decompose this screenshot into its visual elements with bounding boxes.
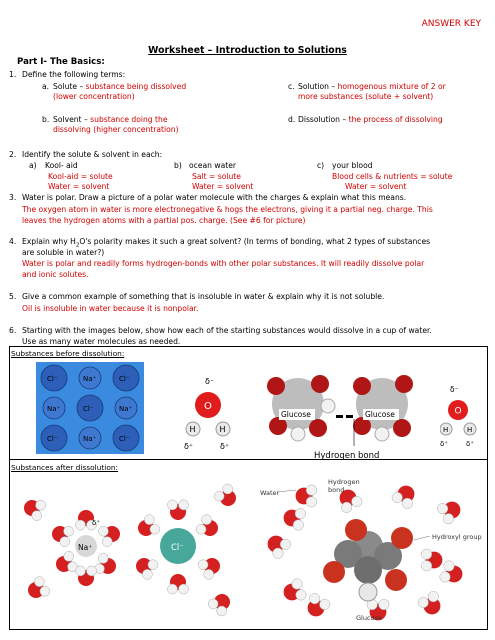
water-hydrogen: [34, 577, 44, 587]
water-hydrogen: [179, 584, 189, 594]
water-hydrogen: [40, 586, 50, 596]
part-title: Part I- The Basics:: [17, 57, 105, 67]
water-hydrogen: [64, 526, 74, 536]
small-hydrogen-right-delta-plus: δ⁺: [466, 440, 474, 448]
chloride-ion-label: Cl⁻: [171, 543, 184, 553]
answer-key-label: ANSWER KEY: [421, 19, 481, 29]
q1a-answer-line1: substance being dissolved: [85, 82, 187, 91]
glucose-left-oxygen: [309, 419, 327, 437]
water-hydrogen: [144, 515, 154, 525]
glucose-center-molecule: [323, 519, 413, 601]
water-hydrogen: [204, 569, 214, 579]
q2c-name: your blood: [332, 161, 373, 170]
q6-number: 6.: [9, 326, 17, 335]
lattice-ion-label: Cl⁻: [47, 375, 58, 383]
q1a-term: Solute –: [53, 82, 86, 91]
water-hydrogen: [196, 524, 206, 534]
lattice-ion-label: Cl⁻: [83, 405, 94, 413]
hydrogen-left-delta-plus: δ⁺: [184, 442, 194, 451]
water-hydrogen: [98, 526, 108, 536]
small-hydrogen-left-symbol: H: [443, 426, 449, 434]
hydrogen-left-symbol: H: [189, 425, 196, 434]
q1-prompt: Define the following terms:: [22, 70, 126, 79]
glucose-right-label: Glucose: [365, 410, 395, 419]
water-hydrogen: [179, 500, 189, 510]
glucose-molecule-left: [267, 375, 335, 441]
q1d-label: d.: [288, 115, 296, 124]
worksheet-title: Worksheet – Introduction to Solutions: [148, 45, 347, 56]
water-hydrogen: [309, 593, 320, 604]
small-hydrogen-left-delta-plus: δ⁺: [440, 440, 448, 448]
q2b-name: ocean water: [189, 161, 237, 170]
water-hydrogen: [418, 597, 429, 608]
q5-answer: Oil is insoluble in water because it is nonpolar.: [22, 304, 199, 313]
water-hydrogen: [208, 599, 218, 609]
water-hydrogen: [341, 502, 352, 513]
glucose-right-oxygen: [393, 419, 411, 437]
q6-prompt-line1: Starting with the images below, show how each of the starting substances would dissolve in a cup of water.: [22, 326, 432, 335]
water-hydrogen: [217, 606, 227, 616]
q1c-label: c.: [288, 82, 295, 91]
q1d-answer-line1: the process of dissolving: [348, 115, 443, 124]
glucose-bottom-label: Glucose: [356, 614, 382, 622]
water-hydrogen: [421, 561, 432, 572]
water-hydrogen: [98, 553, 108, 563]
lattice-ion-label: Cl⁻: [47, 435, 58, 443]
q3-answer-line2: leaves the hydrogen atoms with a partial pos. charge. (See #6 for picture): [22, 216, 306, 225]
lattice-ion-label: Na⁺: [47, 405, 61, 413]
hydrogen-bond-label: Hydrogen bond: [314, 451, 380, 461]
glucose-hydrogen: [359, 583, 377, 601]
water-hydrogen: [293, 520, 304, 531]
q3-number: 3.: [9, 193, 17, 202]
water-hydrogen: [75, 520, 85, 530]
water-hydrogen: [379, 599, 390, 610]
water-hydrogen: [273, 548, 284, 559]
small-hydrogen-right-symbol: H: [467, 426, 473, 434]
hydrogen-bond-dashes: [336, 415, 353, 418]
hydrogen-right-symbol: H: [219, 425, 226, 434]
water-hydrogen: [402, 498, 413, 509]
water-hydrogen: [421, 549, 432, 560]
q2b-label: b): [174, 161, 182, 170]
glucose-oxygen: [391, 527, 413, 549]
q4-prompt-a: Explain why H: [22, 237, 76, 246]
water-hydrogen: [320, 599, 331, 610]
q1-number: 1.: [9, 70, 17, 79]
water-hydrogen: [280, 539, 291, 550]
water-hydrogen: [87, 566, 97, 576]
hydration-delta-plus-label: δ⁺: [92, 519, 100, 527]
small-oxygen-delta-minus: δ⁻: [450, 385, 459, 394]
q1c-term: Solution –: [298, 82, 338, 91]
q1a-answer-line2: (lower concentration): [53, 92, 135, 101]
water-molecule-image: [180, 368, 240, 454]
water-hydrogen: [428, 591, 439, 602]
glucose-molecule-right: [353, 375, 413, 441]
glucose-oxygen: [323, 561, 345, 583]
water-label: Water: [260, 489, 280, 497]
water-hydrogen: [223, 484, 233, 494]
q6-prompt-line2: Use as many water molecules as needed.: [22, 337, 181, 346]
q1a-label: a.: [42, 82, 50, 91]
water-hydrogen: [440, 572, 451, 583]
q1c-answer: [298, 82, 446, 92]
small-oxygen-symbol: O: [454, 406, 462, 417]
glucose-left-oxygen: [311, 375, 329, 393]
hbond-label-line1: Hydrogen: [328, 478, 360, 486]
after-dissolution-label: Substances after dissolution:: [11, 463, 119, 472]
q4-prompt-sub: 2: [75, 242, 80, 249]
oxygen-delta-minus: δ⁻: [205, 377, 215, 386]
lattice-ion-label: Cl⁻: [119, 375, 130, 383]
q3-answer-line1: The oxygen atom in water is more electronegative & hogs the electrons, giving it a partial neg. charge. This: [22, 205, 433, 214]
q5-prompt: Give a common example of something that is insoluble in water & explain why it is not soluble.: [22, 292, 385, 301]
q4-prompt-b: O's polarity makes it such a great solvent? (In terms of bonding, what 2 types of substances: [79, 237, 431, 246]
hbond-dash: [346, 415, 353, 418]
lattice-ion-label: Na⁺: [83, 435, 97, 443]
water-hydrogen: [306, 485, 317, 496]
q2a-name: Kool- aid: [45, 161, 78, 170]
water-molecule-small-image: [440, 382, 486, 454]
q2c-solute: Blood cells & nutrients = solute: [332, 172, 453, 181]
glucose-oxygen: [385, 569, 407, 591]
before-dissolution-label: Substances before dissolution:: [11, 349, 125, 358]
q2c-label: c): [317, 161, 325, 170]
water-hydrogen: [102, 537, 112, 547]
q1b-term: Solvent –: [53, 115, 91, 124]
q1c-answer-line1: homogenous mixture of 2 or: [337, 82, 446, 91]
nacl-lattice-image: [36, 362, 144, 454]
water-hydrogen: [392, 492, 403, 503]
lattice-ion-label: Na⁺: [119, 405, 133, 413]
water-hydrogen: [32, 511, 42, 521]
q2b-solvent: Water = solvent: [192, 182, 254, 191]
hbond-dash: [336, 415, 343, 418]
hydrated-glucose-image: [256, 474, 484, 624]
q1a-answer: [53, 82, 186, 92]
q2b-solute: Salt = solute: [192, 172, 241, 181]
glucose-hydrogen-bond-image: [258, 364, 440, 462]
lattice-ion-label: Na⁺: [83, 375, 97, 383]
water-hydrogen: [444, 561, 455, 572]
glucose-left-hydrogen: [321, 399, 335, 413]
water-hydrogen: [292, 579, 303, 590]
glucose-left-oxygen: [267, 377, 285, 395]
q1b-answer-line1: substance doing the: [90, 115, 168, 124]
q2c-solvent: Water = solvent: [345, 182, 407, 191]
water-hydrogen: [352, 496, 363, 507]
water-hydrogen: [443, 514, 454, 525]
water-pointer-line: [278, 490, 296, 492]
water-hydrogen: [167, 584, 177, 594]
glucose-right-oxygen: [395, 375, 413, 393]
q4-number: 4.: [9, 237, 17, 246]
water-hydrogen: [295, 508, 306, 519]
water-hydrogen: [60, 537, 70, 547]
q4-prompt-line2: are soluble in water?): [22, 248, 105, 257]
q2a-solvent: Water = solvent: [48, 182, 110, 191]
hydroxyl-pointer-line: [414, 536, 430, 540]
water-hydrogen: [437, 503, 448, 514]
water-hydrogen: [150, 524, 160, 534]
glucose-right-oxygen: [353, 377, 371, 395]
q1d-term: Dissolution –: [298, 115, 349, 124]
water-hydrogen: [296, 590, 307, 601]
q1b-label: b.: [42, 115, 50, 124]
hydrogen-right-delta-plus: δ⁺: [220, 442, 230, 451]
water-hydrogen: [167, 500, 177, 510]
q5-number: 5.: [9, 292, 17, 301]
q2-prompt: Identify the solute & solvent in each:: [22, 150, 163, 159]
q1c-answer-line2: more substances (solute + solvent): [298, 92, 434, 101]
q4-answer-line1: Water is polar and readily forms hydrogen-bonds with other polar substances. It will readily dissolve polar: [22, 259, 425, 268]
water-hydrogen: [214, 491, 224, 501]
oxygen-symbol: O: [204, 401, 212, 412]
glucose-left-label: Glucose: [281, 410, 311, 419]
glucose-left-hydrogen: [291, 427, 305, 441]
water-hydrogen: [36, 500, 46, 510]
water-hydrogen: [198, 560, 208, 570]
q2-number: 2.: [9, 150, 17, 159]
hydroxyl-group-label: Hydroxyl group: [432, 533, 482, 541]
water-hydrogen: [142, 569, 152, 579]
glucose-carbon: [354, 556, 382, 584]
glucose-oxygen: [345, 519, 367, 541]
q4-answer-line2: and ionic solutes.: [22, 270, 89, 279]
water-hydrogen: [64, 551, 74, 561]
q1b-answer: [53, 115, 168, 125]
water-hydrogen: [75, 566, 85, 576]
q3-prompt: Water is polar. Draw a picture of a polar water molecule with the charges & explain what this means.: [22, 193, 407, 202]
q2a-label: a): [29, 161, 37, 170]
hydrated-ions-image: [16, 478, 242, 618]
water-hydrogen: [202, 515, 212, 525]
q1b-answer-line2: dissolving (higher concentration): [53, 125, 179, 134]
q1d-answer: [298, 115, 443, 125]
q2a-solute: Kool-aid = solute: [48, 172, 113, 181]
water-hydrogen: [148, 560, 158, 570]
glucose-right-hydrogen: [375, 427, 389, 441]
sodium-ion-label: Na⁺: [78, 543, 93, 552]
lattice-ion-label: Cl⁻: [119, 435, 130, 443]
water-hydrogen: [306, 497, 317, 508]
hbond-label-line2: bond: [328, 486, 345, 494]
